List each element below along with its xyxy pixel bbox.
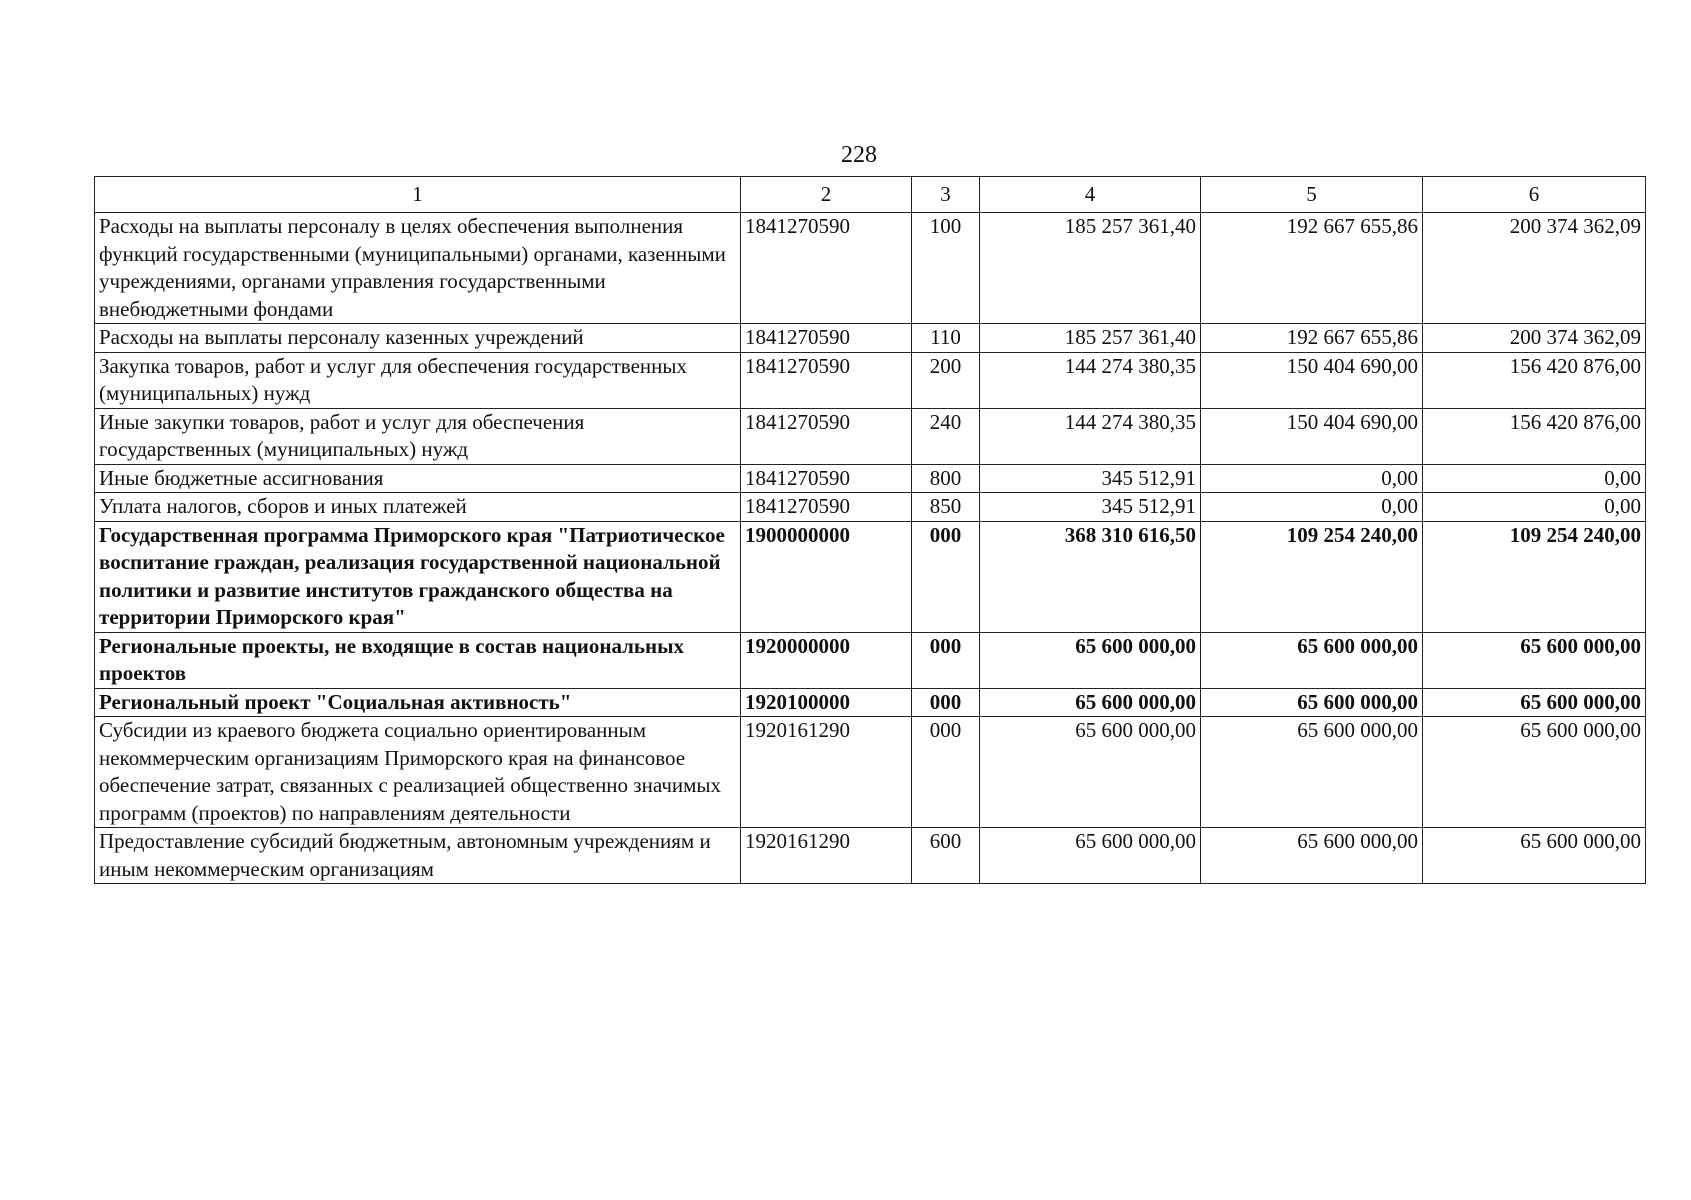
table-header-row [95, 177, 1646, 213]
row-amount-col4: 144 274 380,35 [980, 408, 1201, 464]
row-amount-col4: 368 310 616,50 [980, 521, 1201, 632]
row-amount-col5: 150 404 690,00 [1201, 408, 1423, 464]
column-header: 2 [741, 177, 912, 213]
row-name: Субсидии из краевого бюджета социально ориентированным некоммерческим организациям Приморского края на финансовое обеспечение затрат, связанных с реализацией общественно значимых программ (проектов) по направлениям деятельности [95, 717, 741, 828]
row-code: 1841270590 [741, 352, 912, 408]
row-name: Расходы на выплаты персоналу казенных учреждений [95, 324, 741, 353]
row-code: 1841270590 [741, 408, 912, 464]
row-amount-col4: 345 512,91 [980, 493, 1201, 522]
row-name: Предоставление субсидий бюджетным, автономным учреждениям и иным некоммерческим организациям [95, 828, 741, 884]
row-name: Иные бюджетные ассигнования [95, 464, 741, 493]
row-amount-col5: 150 404 690,00 [1201, 352, 1423, 408]
row-amount-col6: 109 254 240,00 [1423, 521, 1646, 632]
table-row [95, 408, 1646, 464]
row-amount-col5: 192 667 655,86 [1201, 213, 1423, 324]
table-row [95, 352, 1646, 408]
column-header: 5 [1201, 177, 1423, 213]
row-name: Расходы на выплаты персоналу в целях обеспечения выполнения функций государственными (муниципальными) органами, казенными учреждениями, органами управления государственными внебюджетными фондами [95, 213, 741, 324]
row-amount-col5: 65 600 000,00 [1201, 632, 1423, 688]
row-amount-col6: 200 374 362,09 [1423, 324, 1646, 353]
row-amount-col6: 65 600 000,00 [1423, 828, 1646, 884]
row-name: Государственная программа Приморского края "Патриотическое воспитание граждан, реализация государственной национальной политики и развитие институтов гражданского общества на территории Приморского края" [95, 521, 741, 632]
row-amount-col6: 156 420 876,00 [1423, 408, 1646, 464]
row-amount-col6: 65 600 000,00 [1423, 632, 1646, 688]
table-row [95, 632, 1646, 688]
page-number: 228 [841, 142, 877, 168]
row-amount-col5: 65 600 000,00 [1201, 828, 1423, 884]
row-name: Региональный проект "Социальная активность" [95, 688, 741, 717]
table-row [95, 828, 1646, 884]
row-code: 1841270590 [741, 213, 912, 324]
row-amount-col5: 65 600 000,00 [1201, 688, 1423, 717]
row-name: Региональные проекты, не входящие в состав национальных проектов [95, 632, 741, 688]
column-header: 4 [980, 177, 1201, 213]
row-amount-col5: 0,00 [1201, 493, 1423, 522]
row-code: 1841270590 [741, 324, 912, 353]
row-expense-type: 240 [912, 408, 980, 464]
row-amount-col4: 185 257 361,40 [980, 213, 1201, 324]
row-code: 1920100000 [741, 688, 912, 717]
row-amount-col6: 200 374 362,09 [1423, 213, 1646, 324]
row-code: 1900000000 [741, 521, 912, 632]
row-amount-col4: 65 600 000,00 [980, 717, 1201, 828]
row-amount-col4: 144 274 380,35 [980, 352, 1201, 408]
row-amount-col5: 192 667 655,86 [1201, 324, 1423, 353]
row-amount-col4: 185 257 361,40 [980, 324, 1201, 353]
row-amount-col6: 65 600 000,00 [1423, 717, 1646, 828]
row-amount-col6: 156 420 876,00 [1423, 352, 1646, 408]
row-amount-col5: 109 254 240,00 [1201, 521, 1423, 632]
row-code: 1920161290 [741, 717, 912, 828]
table-row [95, 717, 1646, 828]
table-body [95, 213, 1646, 884]
table-row [95, 688, 1646, 717]
row-code: 1841270590 [741, 493, 912, 522]
row-name: Уплата налогов, сборов и иных платежей [95, 493, 741, 522]
row-amount-col6: 0,00 [1423, 464, 1646, 493]
row-code: 1841270590 [741, 464, 912, 493]
row-name: Иные закупки товаров, работ и услуг для обеспечения государственных (муниципальных) нужд [95, 408, 741, 464]
budget-table [94, 176, 1646, 884]
row-expense-type: 800 [912, 464, 980, 493]
row-expense-type: 110 [912, 324, 980, 353]
row-amount-col4: 65 600 000,00 [980, 688, 1201, 717]
row-amount-col5: 0,00 [1201, 464, 1423, 493]
row-expense-type: 850 [912, 493, 980, 522]
row-amount-col6: 0,00 [1423, 493, 1646, 522]
column-header: 3 [912, 177, 980, 213]
row-expense-type: 200 [912, 352, 980, 408]
table-row [95, 324, 1646, 353]
row-amount-col4: 65 600 000,00 [980, 828, 1201, 884]
row-name: Закупка товаров, работ и услуг для обеспечения государственных (муниципальных) нужд [95, 352, 741, 408]
row-amount-col5: 65 600 000,00 [1201, 717, 1423, 828]
column-header: 6 [1423, 177, 1646, 213]
row-code: 1920161290 [741, 828, 912, 884]
table-row [95, 464, 1646, 493]
row-amount-col6: 65 600 000,00 [1423, 688, 1646, 717]
row-amount-col4: 345 512,91 [980, 464, 1201, 493]
table-row [95, 493, 1646, 522]
row-code: 1920000000 [741, 632, 912, 688]
column-header: 1 [95, 177, 741, 213]
row-expense-type: 600 [912, 828, 980, 884]
row-amount-col4: 65 600 000,00 [980, 632, 1201, 688]
row-expense-type: 100 [912, 213, 980, 324]
table-row [95, 213, 1646, 324]
table-row [95, 521, 1646, 632]
row-expense-type: 000 [912, 688, 980, 717]
row-expense-type: 000 [912, 521, 980, 632]
row-expense-type: 000 [912, 717, 980, 828]
row-expense-type: 000 [912, 632, 980, 688]
